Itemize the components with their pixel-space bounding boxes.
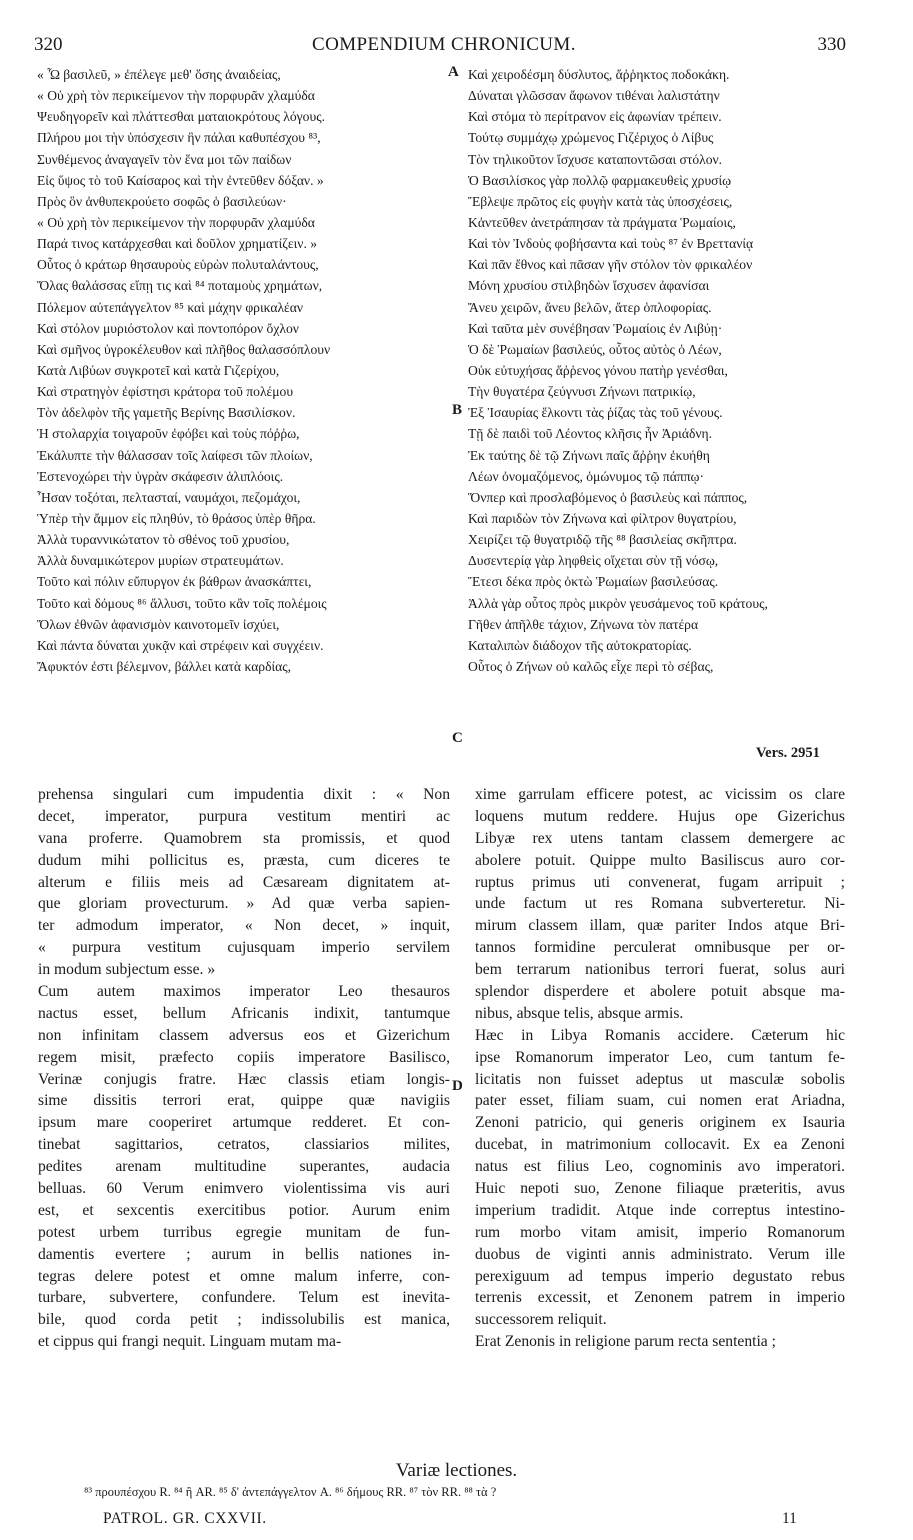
greek-column-right (468, 64, 844, 677)
text-line: natus est filius Leo, cognominis avo imperatori. (475, 1158, 845, 1176)
text-line: « Ὦ βασιλεῦ, » ἐπέλεγε μεθ' ὅσης ἀναιδείας, (37, 67, 281, 82)
text-line: ter admodum imperator, « Non decet, » inquit, (38, 917, 450, 935)
text-line: Ὅλας θαλάσσας εἴπῃ τις καὶ ⁸⁴ ποταμοὺς χρημάτων, (37, 278, 323, 294)
verse-number: Vers. 2951 (756, 745, 820, 761)
footer-signature: PATROL. GR. CXXVII. (103, 1510, 267, 1527)
text-line: Ἀλλὰ δυναμικώτερον μυρίων στρατευμάτων. (37, 553, 284, 569)
text-line: terrenis excessit, et Zenonem patrem in imperio (475, 1289, 845, 1307)
text-line: prehensa singulari cum impudentia dixit : « Non (38, 786, 450, 803)
text-line: belluas. 60 Verum enimvero violentissima vis auri (38, 1180, 450, 1198)
text-line: non infinitam classem adversus eos et Gizerichum (38, 1026, 450, 1044)
text-line: Δυσεντερίᾳ γὰρ ληφθεὶς οἴχεται σὺν τῇ νόσῳ, (468, 553, 719, 569)
text-line: tinebat sagittarios, cetratos, classiarios milites, (38, 1136, 450, 1154)
latin-column-left (38, 784, 450, 1353)
margin-mark-a: A (448, 64, 459, 80)
text-line: Καὶ στρατηγὸν ἐφίστησι κράτορα τοῦ πολέμου (37, 384, 294, 400)
text-line: potest urbem turribus egregie munitam de fun- (38, 1223, 450, 1241)
left-page-number: 320 (34, 34, 63, 55)
text-line: Ψευδηγορεῖν καὶ πλάττεσθαι ματαιοκρότους λόγους. (37, 109, 325, 125)
text-line: Hæc in Libya Romanis accidere. Cæterum hic (475, 1026, 845, 1044)
text-line: Οὗτος ὁ Ζήνων οὐ καλῶς εἶχε περὶ τὸ σέβας, (468, 658, 714, 674)
text-line: Ὑπὲρ τὴν ἄμμον εἰς πληθύν, τὸ θράσος ὑπὲρ θῆρα. (37, 510, 316, 526)
text-line: Καὶ σμῆνος ὑγροκέλευθον καὶ πλῆθος θαλασσόπλουν (37, 341, 331, 357)
text-line: Zenoni patricio, qui generis originem ex Isauria (475, 1114, 845, 1132)
text-line: pedites arenam multitudine superantes, audacia (38, 1158, 450, 1176)
text-line: ruptus primus uti convenerat, fugam arripuit ; (475, 873, 845, 891)
text-line: Ὅλων ἐθνῶν ἀφανισμὸν καινοτομεῖν ἰσχύει, (37, 616, 280, 632)
text-line: Καὶ τὸν Ἰνδοὺς φοβήσαντα καὶ τοὺς ⁸⁷ ἐν Βρεττανίᾳ (468, 236, 754, 252)
text-line: bile, quod corda petit ; indissolubilis est manica, (38, 1311, 450, 1329)
text-line: Οὗτος ὁ κράτωρ θησαυροὺς εὑρὼν πολυταλάντους, (37, 257, 319, 273)
text-line: Καὶ στόλον μυριόστολον καὶ ποντοπόρον ὄχλον (37, 320, 299, 336)
text-line: Ἐστενοχώρει τὴν ὑγρὰν σκάφεσιν ἁλιπλόοις. (37, 468, 284, 484)
text-line: Εἰς ὕψος τὸ τοῦ Καίσαρος καὶ τὴν ἐντεῦθεν δόξαν. » (37, 172, 324, 188)
text-line: nibus, absque telis, absque armis. (475, 1004, 684, 1022)
text-line: ipse Romanorum imperator Leo, cum tantum fe- (475, 1048, 845, 1066)
text-line: que gloriam provecturum. » Ad quæ verba sapien- (38, 895, 450, 913)
text-line: sime dissitis terrori erat, quippe quæ navigiis (38, 1092, 450, 1110)
text-line: Τὸν τηλικοῦτον ἴσχυσε καταποντῶσαι στόλον. (468, 151, 723, 167)
text-line: Libyæ rex utens tantam classem demergere ac (475, 829, 845, 847)
text-line: dudum mihi pollicitus es, præsta, cum diceres te (38, 851, 450, 869)
text-line: Ἐκάλυπτε τὴν θάλασσαν τοῖς λαίφεσι τῶν πλοίων, (37, 447, 313, 463)
margin-mark-b: B (452, 402, 463, 418)
running-header (34, 34, 846, 58)
text-line: est, et sexcentis exercitibus potior. Aurum enim (38, 1201, 450, 1219)
text-line: Πλήρου μοι τὴν ὑπόσχεσιν ἣν πάλαι καθυπέσχου ⁸³, (37, 130, 321, 146)
text-line: vana proferre. Quamobrem sta promissis, et quod (38, 829, 450, 847)
text-line: successorem reliquit. (475, 1311, 607, 1329)
text-line: Κατὰ Λιβύων συγκροτεῖ καὶ κατὰ Γιζερίχου, (37, 362, 280, 378)
text-line: Πόλεμον αὐτεπάγγελτον ⁸⁵ καὶ μάχην φρικαλέαν (37, 299, 304, 315)
text-line: Ἄνευ χειρῶν, ἄνευ βελῶν, ἄτερ ὁπλοφορίας. (468, 299, 712, 315)
greek-column-left (37, 64, 459, 677)
text-line: Ἄφυκτόν ἐστι βέλεμνον, βάλλει κατὰ καρδίας, (37, 658, 292, 674)
text-line: « purpura vestitum cujusquam imperio servilem (38, 939, 450, 957)
text-line: Συνθέμενος ἀναγαγεῖν τὸν ἕνα μοι τῶν παίδων (37, 151, 292, 167)
margin-mark-c: C (452, 730, 463, 746)
text-line: Cum autem maximos imperator Leo thesauros (38, 983, 450, 1001)
text-line: xime garrulam efficere potest, ac vicissim os clare (475, 786, 845, 803)
text-line: Ἐξ Ἰσαυρίας ἕλκοντι τὰς ῥίζας τὰς τοῦ γένους. (468, 405, 723, 421)
text-line: Κἀντεῦθεν ἀνετράπησαν τὰ πράγματα Ῥωμαίοις, (468, 214, 736, 230)
text-line: alterum e filiis meis ad Cæsaream dignitatem at- (38, 873, 450, 891)
text-line: Τῇ δὲ παιδὶ τοῦ Λέοντος κλῆσις ἦν Ἀριάδνη. (468, 426, 713, 442)
text-line: Καὶ ταῦτα μὲν συνέβησαν Ῥωμαίοις ἐν Λιβύῃ· (468, 320, 723, 336)
text-line: Ἔβλεψε πρῶτος εἰς φυγὴν κατὰ τὰς ὑποσχέσεις, (468, 193, 733, 209)
text-line: bem terrarum nationibus terrori fuerat, solus auri (475, 961, 845, 979)
text-line: loquens mutum reddere. Hujus ope Gizerichus (475, 807, 845, 825)
text-line: rum morbo vitam amisit, imperio Romanorum (475, 1223, 845, 1241)
text-line: pater esset, filiam suam, cui nomen erat Ariadna, (475, 1092, 845, 1110)
text-line: ipsum mare cooperiret artumque redderet. Et con- (38, 1114, 450, 1132)
text-line: Λέων ὀνομαζόμενος, ὁμώνυμος τῷ πάππῳ· (468, 468, 705, 484)
text-line: Γῆθεν ἀπῆλθε τάχιον, Ζήνωνα τὸν πατέρα (468, 616, 699, 632)
text-line: Ἦσαν τοξόται, πελτασταί, ναυμάχοι, πεζομάχοι, (37, 489, 301, 505)
text-line: Καὶ πάντα δύναται χυκᾷν καὶ στρέφειν καὶ συγχέειν. (37, 637, 324, 653)
text-line: Verinæ conjugis fratre. Hæc classis etiam longis- (38, 1070, 450, 1088)
text-line: unde factum ut res Romana subverteretur. Ni- (475, 895, 845, 913)
text-line: damentis evertere ; aurum in bellis nationes in- (38, 1245, 450, 1263)
text-line: ducebat, in matrimonium collocavit. Ex ea Zenoni (475, 1136, 845, 1154)
text-line: Ἀλλὰ τυραννικώτατον τὸ σθένος τοῦ χρυσίου, (37, 532, 290, 548)
text-line: turbare, subvertere, confundere. Telum est inevita- (38, 1289, 450, 1307)
text-line: imperium tradidit. Atque inde correptus intestino- (475, 1201, 845, 1219)
text-line: regem misit, præfecto copiis imperatore Basilisco, (38, 1048, 450, 1066)
text-line: Huic nepoti suo, Zenone filiaque præteritis, avus (475, 1180, 845, 1198)
footer-sheet-number: 11 (782, 1510, 797, 1527)
text-line: tannos formidine perculerat omnibusque per or- (475, 939, 845, 957)
text-line: Καὶ στόμα τὸ περίτρανον εἰς ἀφωνίαν τρέπειν. (468, 109, 722, 125)
text-line: « Οὐ χρὴ τὸν περικείμενον τὴν πορφυρᾶν χλαμύδα (37, 214, 315, 230)
text-line: splendor disperdere et abolere potuit absque ma- (475, 983, 845, 1001)
text-line: Δύναται γλῶσσαν ἄφωνον τιθέναι λαλιστάτην (468, 88, 720, 104)
right-page-number: 330 (817, 34, 846, 55)
text-line: Χειρίζει τῷ θυγατριδῷ τῆς ⁸⁸ βασιλείας σκῆπτρα. (468, 532, 737, 548)
text-line: Τούτῳ συμμάχῳ χρώμενος Γιζέριχος ὁ Λίβυς (468, 130, 714, 146)
text-line: Ἔτεσι δέκα πρὸς ὀκτὼ Ῥωμαίων βασιλεύσας. (468, 574, 719, 590)
text-line: Erat Zenonis in religione parum recta sententia ; (475, 1333, 776, 1351)
variae-lectiones-notes: ⁸³ προυπέσχου R. ⁸⁴ ἢ AR. ⁸⁵ δ' ἀντεπάγγελτον A. ⁸⁶ δήμους RR. ⁸⁷ τὸν RR. ⁸⁸ τὰ ? (84, 1485, 497, 1499)
text-line: Ἐκ ταύτης δὲ τῷ Ζήνωνι παῖς ἄῤῥην ἐκυήθη (468, 447, 710, 463)
text-line: Ὁ δὲ Ῥωμαίων βασιλεύς, οὗτος αὐτὸς ὁ Λέων, (468, 341, 722, 357)
text-line: Οὐκ εὐτυχήσας ἄῤῥενος γόνου πατὴρ γενέσθαι, (468, 362, 728, 378)
text-line: « Οὐ χρὴ τὸν περικείμενον τὴν πορφυρᾶν χλαμύδα (37, 88, 315, 104)
text-line: duobus de viginti annis administrato. Verum ille (475, 1245, 845, 1263)
text-line: Ἡ στολαρχία τοιγαροῦν ἐφόβει καὶ τοὺς πόῤῥω, (37, 426, 300, 442)
text-line: Καταλιπὼν διάδοχον τῆς αὐτοκρατορίας. (468, 637, 692, 653)
text-line: decet, imperator, purpura vestitum mentiri ac (38, 807, 450, 825)
text-line: Καὶ παριδὼν τὸν Ζήνωνα καὶ φίλτρον θυγατρίου, (468, 510, 737, 526)
text-line: nactus esset, bellum Africanis indixit, tantumque (38, 1004, 450, 1022)
text-line: Τὴν θυγατέρα ζεύγνυσι Ζήνωνι πατρικίῳ, (468, 384, 696, 400)
variae-lectiones-title: Variæ lectiones. (395, 1460, 518, 1481)
text-line: Καὶ πᾶν ἔθνος καὶ πᾶσαν γῆν στόλον τὸν φρικαλέον (468, 257, 753, 273)
text-line: abolere potuit. Quippe multo Basiliscus auro cor- (475, 851, 845, 869)
text-line: perexiguum ad tempus imperio degustato rebus (475, 1267, 845, 1285)
text-line: tegras delere potest et omne malum inferre, con- (38, 1267, 450, 1285)
text-line: Ὁ Βασιλίσκος γὰρ πολλῷ φαρμακευθεὶς χρυσίῳ (468, 172, 732, 188)
margin-mark-d: D (452, 1078, 463, 1094)
text-line: Τὸν ἀδελφὸν τῆς γαμετῆς Βερίνης Βασιλίσκον. (37, 405, 296, 421)
text-line: Μόνη χρυσίου στιλβηδὼν ἴσχυσεν ἀφανίσαι (468, 278, 710, 294)
text-line: et cippus qui frangi nequit. Linguam mutam ma- (38, 1333, 342, 1351)
text-line: Παρά τινος κατάρχεσθαι καὶ δοῦλον χρηματίζειν. » (37, 236, 318, 252)
running-title: COMPENDIUM CHRONICUM. (312, 34, 576, 55)
text-line: Πρὸς ὃν ἀνθυπεκρούετο σοφῶς ὁ βασιλεύων· (37, 193, 287, 209)
text-line: Τοῦτο καὶ δόμους ⁸⁶ ἄλλυσι, τοῦτο κἂν τοῖς πολέμοις (37, 595, 327, 611)
text-line: Ἀλλὰ γὰρ οὗτος πρὸς μικρὸν γευσάμενος τοῦ κράτους, (468, 595, 768, 611)
text-line: Καὶ χειροδέσμη δύσλυτος, ἄῤῥηκτος ποδοκάκη. (468, 67, 730, 82)
text-line: in modum subjectum esse. » (38, 961, 216, 979)
text-line: Τοῦτο καὶ πόλιν εὔπυργον ἐκ βάθρων ἀνασκάπτει, (37, 574, 312, 590)
latin-column-right (475, 784, 845, 1353)
text-line: licitatis non fuisset adeptus ut masculæ sobolis (475, 1070, 845, 1088)
text-line: Ὅνπερ καὶ προσλαβόμενος ὁ βασιλεὺς καὶ πάππος, (468, 489, 748, 505)
text-line: mirum classem illam, quæ pariter Indos atque Bri- (475, 917, 845, 935)
